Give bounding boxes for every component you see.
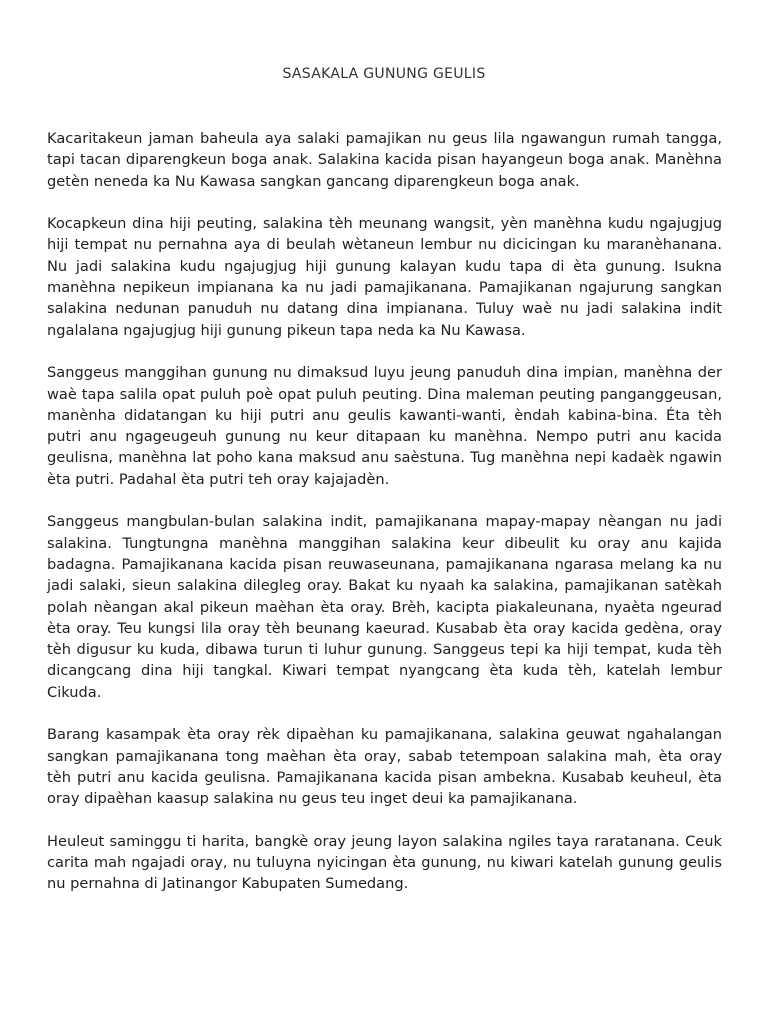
paragraph-3: Sanggeus manggihan gunung nu dimaksud luyu jeung panuduh dina impian, manèhna der waè tapa salila opat puluh poè opat puluh peuting. Dina maleman peuting panganggeusan, manènha didatangan ku hiji putri anu geulis kawanti-wanti, èndah kabina-bina. Éta tèh putri anu ngageugeuh gunung nu keur ditapaan ku manèhna. Nempo putri anu kacida geulisna, manèhna lat poho kana maksud anu saèstuna. Tug manèhna nepi kadaèk ngawin èta putri. Padahal èta putri teh oray kajajadèn. — [47, 364, 722, 488]
paragraph-4: Sanggeus mangbulan-bulan salakina indit, pamajikanana mapay-mapay nèangan nu jadi salakina. Tungtungna manèhna manggihan salakina keur dibeulit ku oray anu kajida badagna. Pamajikanana kacida pisan reuwaseunana, pamajikanana ngarasa melang ka nu jadi salaki, sieun salakina dilegleg oray. Bakat ku nyaah ka salakina, pamajikanan satèkah polah nèangan akal pikeun maèhan èta oray. Brèh, kacipta piakaleunana, nyaèta ngeurad èta oray. Teu kungsi lila oray tèh beunang kaeurad. Kusabab èta oray kacida gedèna, oray tèh digusur ku kuda, dibawa turun ti luhur gunung. Sanggeus tepi ka hiji tempat, kuda tèh dicangcang dina hiji tangkal. Kiwari tempat nyangcang èta kuda tèh, katelah lembur Cikuda. — [47, 513, 722, 701]
paragraph-2: Kocapkeun dina hiji peuting, salakina tèh meunang wangsit, yèn manèhna kudu ngajugjug hiji tempat nu pernahna aya di beulah wètaneun lembur nu dicicingan ku maranèhanana. Nu jadi salakina kudu ngajugjug hiji gunung kalayan kudu tapa di èta gunung. Isukna manèhna nepikeun impianana ka nu jadi pamajikanana. Pamajikanan ngajurung sangkan salakina nedunan panuduh nu datang dina impianana. Tuluy waè nu jadi salakina indit ngalalana ngajugjug hiji gunung pikeun tapa neda ka Nu Kawasa. — [47, 215, 722, 339]
paragraph-1: Kacaritakeun jaman baheula aya salaki pamajikan nu geus lila ngawangun rumah tangga, tapi tacan diparengkeun boga anak. Salakina kacida pisan hayangeun boga anak. Manèhna getèn neneda ka Nu Kawasa sangkan gancang diparengkeun boga anak. — [47, 130, 722, 190]
document-body — [47, 128, 722, 916]
document-title: SASAKALA GUNUNG GEULIS — [282, 66, 486, 82]
paragraph-5: Barang kasampak èta oray rèk dipaèhan ku pamajikanana, salakina geuwat ngahalangan sangkan pamajikanana tong maèhan èta oray, sabab tetempoan salakina mah, èta oray tèh putri anu kacida geulisna. Pamajikanana kacida pisan ambekna. Kusabab keuheul, èta oray dipaèhan kaasup salakina nu geus teu inget deui ka pamajikanana. — [47, 726, 722, 808]
paragraph-6: Heuleut saminggu ti harita, bangkè oray jeung layon salakina ngiles taya raratanana. Ceuk carita mah ngajadi oray, nu tuluyna nyicingan èta gunung, nu kiwari katelah gunung geulis nu pernahna di Jatinangor Kabupaten Sumedang. — [47, 832, 722, 893]
